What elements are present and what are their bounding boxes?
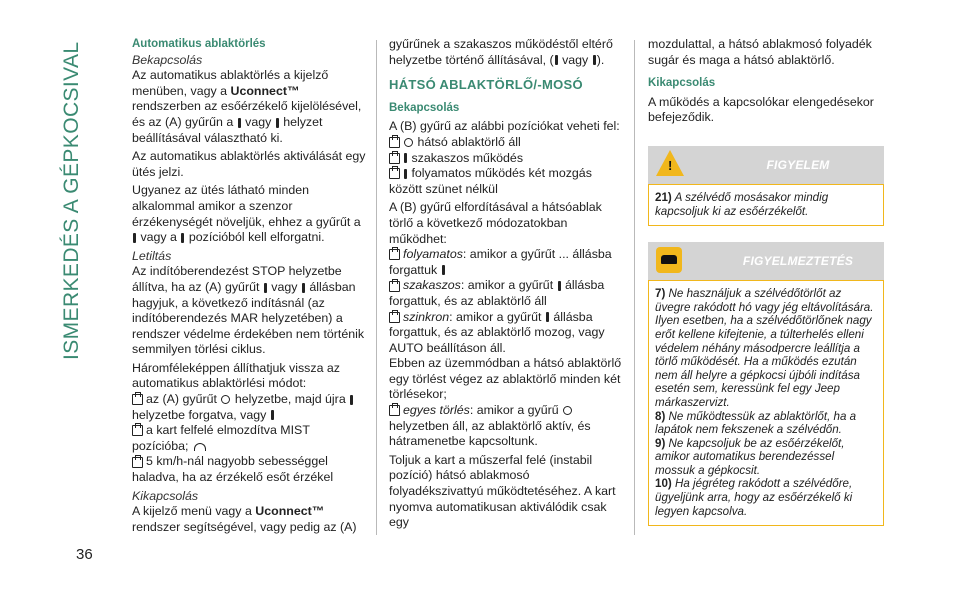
list-item: a kart felfelé elmozdítva MIST pozícióba; bbox=[132, 423, 310, 453]
column-divider bbox=[634, 40, 635, 535]
paragraph: Az automatikus ablaktörlés a kijelző menüben, vagy a Uconnect™ rendszerben az esőérzékelő kijelölésével, és az (A) gyűrűn a vagy helyzet beállításával választható ki. bbox=[132, 68, 362, 145]
paragraph: A működés a kapcsolókar elengedésekor befejeződik. bbox=[648, 94, 874, 125]
paragraph: A kijelző menü vagy a Uconnect™ rendszer segítségével, vagy pedig az (A) bbox=[132, 504, 357, 534]
attention-box: 21) A szélvédő mosásakor mindig kapcsoljuk ki az esőérzékelőt. bbox=[648, 184, 884, 226]
subheading-deactivation: Kikapcsolás bbox=[132, 488, 199, 503]
subheading-activation: Bekapcsolás bbox=[389, 101, 460, 114]
wiper-position-icon bbox=[276, 118, 279, 128]
paragraph: Háromféleképpen állíthatjuk vissza az automatikus ablaktörlési módot: bbox=[132, 360, 340, 391]
subheading-activation: Bekapcsolás bbox=[132, 52, 203, 67]
warning-triangle-icon: ! bbox=[656, 150, 684, 176]
warning-title: FIGYELMEZTETÉS bbox=[742, 254, 854, 269]
page-number: 36 bbox=[76, 546, 93, 563]
list-item: az (A) gyűrűt helyzetbe, majd újra helyzetbe forgatva, vagy bbox=[132, 392, 368, 423]
warning-box bbox=[648, 280, 884, 526]
wiper-position-icon bbox=[302, 283, 305, 293]
attention-title: FIGYELEM bbox=[766, 157, 830, 172]
column-1 bbox=[132, 37, 368, 535]
off-position-icon bbox=[563, 406, 572, 415]
wiper-position-icon bbox=[593, 55, 596, 65]
paragraph: Toljuk a kart a műszerfal felé (instabil pozíció) hátsó ablakmosó folyadékszivattyú működtetéséhez. A kart nyomva automatikusan aktiválódik csak egy bbox=[389, 452, 616, 530]
column-2 bbox=[389, 37, 625, 531]
warning-item: 7) Ne használjuk a szélvédőtörlőt az üvegre rakódott hó vagy jég eltávolítására. Ilyen esetben, ha a szélvédőtörlőnek nagy erőt kellene kifejtenie, a túlterhelés elleni védelem néhány másodpercre leállítja a törlő működését. Ha a működés ezután nem áll helyre a gépkocsi újbóli indítása esetén sem, keressünk fel egy Jeep márkaszervizt. bbox=[655, 287, 874, 409]
column-divider bbox=[376, 40, 377, 535]
wiper-position-icon bbox=[271, 410, 274, 420]
list-item: folyamatos működés két mozgás között szünet nélkül bbox=[389, 166, 592, 196]
bullet-icon bbox=[132, 394, 143, 405]
wiper-position-icon bbox=[546, 312, 549, 322]
paragraph: A (B) gyűrű elfordításával a hátsóablak törlő a következő módozatokban működhet: bbox=[389, 200, 602, 246]
wiper-position-icon bbox=[404, 169, 407, 179]
off-position-icon bbox=[404, 138, 413, 147]
wiper-position-icon bbox=[133, 233, 136, 243]
bullet-icon bbox=[389, 168, 400, 179]
bullet-icon bbox=[389, 405, 400, 416]
subheading-disable: Letiltás bbox=[132, 248, 172, 263]
section-heading-automatic-wiper: Automatikus ablaktörlés bbox=[132, 38, 266, 50]
paragraph: Az automatikus ablaktörlés aktiválását egy ütés jelzi. bbox=[132, 149, 366, 179]
off-position-icon bbox=[221, 395, 230, 404]
list-item: 5 km/h-nál nagyobb sebességgel haladva, ha az érzékelő esőt érzékel bbox=[132, 454, 334, 485]
wiper-position-icon bbox=[555, 55, 558, 65]
paragraph: A (B) gyűrű az alábbi pozíciókat veheti fel: bbox=[389, 119, 620, 134]
wiper-position-icon bbox=[181, 233, 184, 243]
list-item: szakaszos működés bbox=[389, 151, 625, 167]
paragraph: Az indítóberendezést STOP helyzetbe állítva, ha az (A) gyűrűt vagy állásban hagyjuk, a következő indításnál (az indítóberendezés MAR helyzetében) a rendszer védelme érdekében nem történik semmilyen törlési ciklus. bbox=[132, 264, 365, 357]
warning-item: 9) Ne kapcsoljuk be az esőérzékelőt, amikor automatikus berendezéssel mossuk a gépkocsit. bbox=[655, 436, 845, 477]
paragraph: mozdulattal, a hátsó ablakmosó folyadék sugár és maga a hátsó ablaktörlő. bbox=[648, 37, 872, 67]
wiper-position-icon bbox=[264, 283, 267, 293]
wiper-position-icon bbox=[404, 153, 407, 163]
list-item: egyes törlés: amikor a gyűrű helyzetben áll, az ablaktörlő aktív, és hátramenetbe kapcsoltunk. bbox=[389, 403, 591, 449]
attention-box-header bbox=[648, 146, 884, 184]
list-item: folyamatos: amikor a gyűrűt ... állásba forgattuk bbox=[389, 247, 612, 277]
list-item: hátsó ablaktörlő áll bbox=[389, 135, 625, 151]
wiper-position-icon bbox=[350, 395, 353, 405]
bullet-icon bbox=[389, 153, 400, 164]
warning-item: 8) Ne működtessük az ablaktörlőt, ha a lapátok nem fekszenek a szélvédőn. bbox=[655, 409, 857, 437]
wiper-position-icon bbox=[558, 281, 561, 291]
column-3 bbox=[648, 37, 884, 526]
warning-item: 10) Ha jégréteg rakódott a szélvédőre, ügyeljünk arra, hogy az esőérzékelő ki legyen kapcsolva. bbox=[655, 477, 853, 518]
wiper-position-icon bbox=[238, 118, 241, 128]
bullet-icon bbox=[389, 312, 400, 323]
mist-icon bbox=[194, 443, 206, 451]
car-warning-icon bbox=[656, 247, 682, 273]
paragraph: Ebben az üzemmódban a hátsó ablaktörlő egy törlést végez az ablaktörlő minden két törlésekor; bbox=[389, 356, 622, 402]
list-item: szakaszos: amikor a gyűrűt állásba forgattuk, és az ablaktörlő áll bbox=[389, 278, 605, 308]
paragraph: Ugyanez az ütés látható minden alkalommal amikor a szenzor érzékenységét növeljük, ehhez a gyűrűt a vagy a pozícióból kell elforgatni. bbox=[132, 183, 361, 245]
subheading-deactivation: Kikapcsolás bbox=[648, 77, 716, 90]
wiper-position-icon bbox=[442, 265, 445, 275]
paragraph: gyűrűnek a szakaszos működéstől eltérő helyzetbe történő állításával, ( vagy ). bbox=[389, 37, 613, 67]
warning-box-header bbox=[648, 242, 884, 280]
bullet-icon bbox=[389, 249, 400, 260]
list-item: szinkron: amikor a gyűrűt állásba forgattuk, és az ablaktörlő mozog, vagy AUTO beállításon áll. bbox=[389, 309, 605, 355]
section-heading-rear-wiper: HÁTSÓ ABLAKTÖRLŐ/-MOSÓ bbox=[389, 77, 583, 93]
bullet-icon bbox=[389, 281, 400, 292]
bullet-icon bbox=[132, 425, 143, 436]
bullet-icon bbox=[389, 137, 400, 148]
bullet-icon bbox=[132, 457, 143, 468]
